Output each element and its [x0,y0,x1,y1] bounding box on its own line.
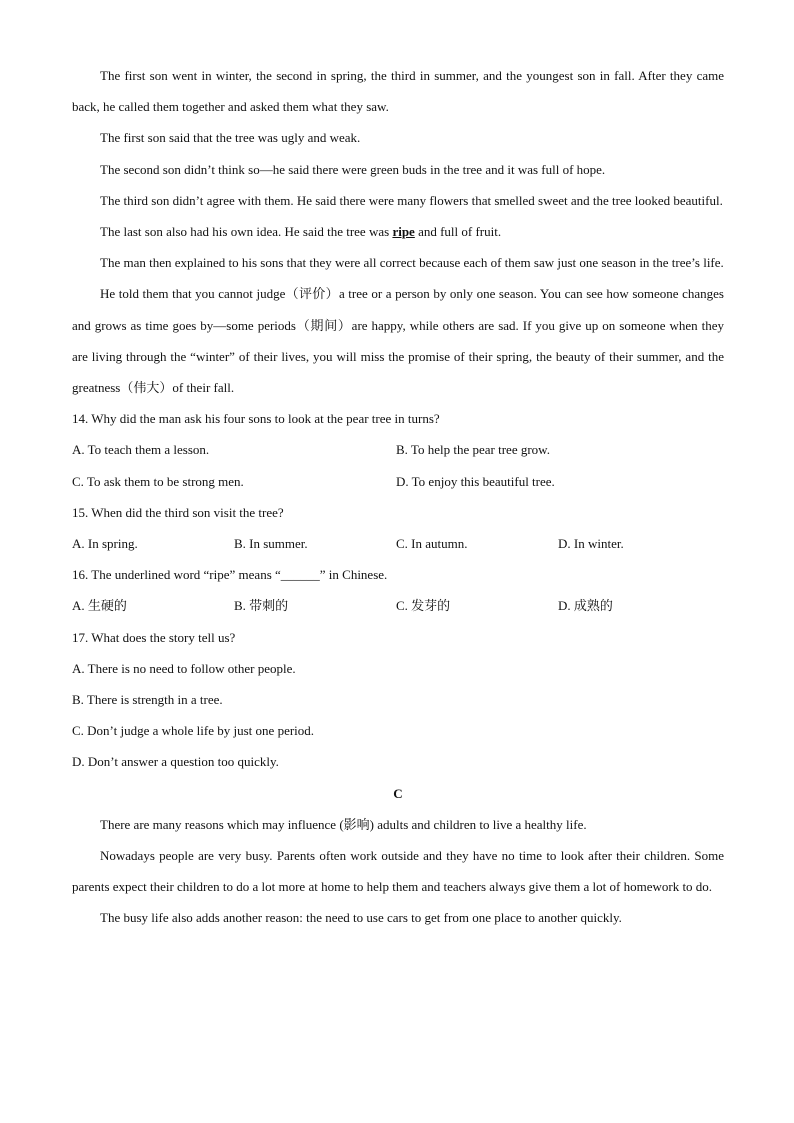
answer-option: D. Don’t answer a question too quickly. [72,754,279,770]
answer-option: B. 带刺的 [234,598,289,614]
paragraph: The third son didn’t agree with them. He said there were many flowers that smelled sweet and the tree looked beautiful. [100,192,723,208]
answer-option: A. In spring. [72,536,138,552]
question-stem: 15. When did the third son visit the tree? [72,504,284,520]
question-stem: 14. Why did the man ask his four sons to look at the pear tree in turns? [72,411,440,427]
option-row [72,590,724,621]
question-list [72,403,724,777]
answer-option: A. There is no need to follow other people. [72,660,296,676]
option-row [72,434,724,465]
underlined-word: ripe [392,224,415,240]
paragraph: The second son didn’t think so—he said there were green buds in the tree and it was full of hope. [100,161,606,177]
option-row [72,466,724,497]
section-heading: C [393,785,403,801]
paragraph: The busy life also adds another reason: the need to use cars to get from one place to another quickly. [100,910,622,926]
question-stem: 16. The underlined word “ripe” means “______” in Chinese. [72,567,388,583]
answer-option: D. In winter. [558,536,624,552]
question-stem: 17. What does the story tell us? [72,629,236,645]
answer-option: D. To enjoy this beautiful tree. [396,473,555,489]
paragraph: The first son said that the tree was ugly and weak. [100,130,361,146]
option-row [72,528,724,559]
answer-option: C. To ask them to be strong men. [72,473,244,489]
answer-option: A. 生硬的 [72,598,127,614]
text-run: The last son also had his own idea. He said the tree was [100,224,393,240]
answer-option: B. To help the pear tree grow. [396,442,550,458]
document-page [72,60,724,934]
paragraph: There are many reasons which may influence (影响) adults and children to live a healthy life. [100,816,587,832]
answer-option: C. In autumn. [396,536,468,552]
paragraph: The first son went in winter, the second in spring, the third in summer, and the youngest son in fall. After they came back, he called them together and asked them what they saw. [72,68,724,115]
paragraph: He told them that you cannot judge（评价）a tree or a person by only one season. You can see how someone changes and grows as time goes by—some periods（期间）are happy, while others are sad. If you give up on someone when they are living through the “winter” of their lives, you will miss the promise of their spring, the beauty of their summer, and the greatness（伟大）of their fall. [72,286,724,396]
answer-option: A. To teach them a lesson. [72,442,210,458]
answer-option: B. There is strength in a tree. [72,692,223,708]
paragraph: Nowadays people are very busy. Parents often work outside and they have no time to look after their children. Some parents expect their children to do a lot more at home to help them and teachers always give them a lot of homework to do. [72,848,724,895]
paragraph [72,216,724,247]
paragraph: The man then explained to his sons that they were all correct because each of them saw just one season in the tree’s life. [100,255,724,271]
answer-option: C. 发芽的 [396,598,451,614]
answer-option: B. In summer. [234,536,308,552]
answer-option: D. 成熟的 [558,598,613,614]
text-run: and full of fruit. [414,224,502,240]
answer-option: C. Don’t judge a whole life by just one period. [72,723,315,739]
